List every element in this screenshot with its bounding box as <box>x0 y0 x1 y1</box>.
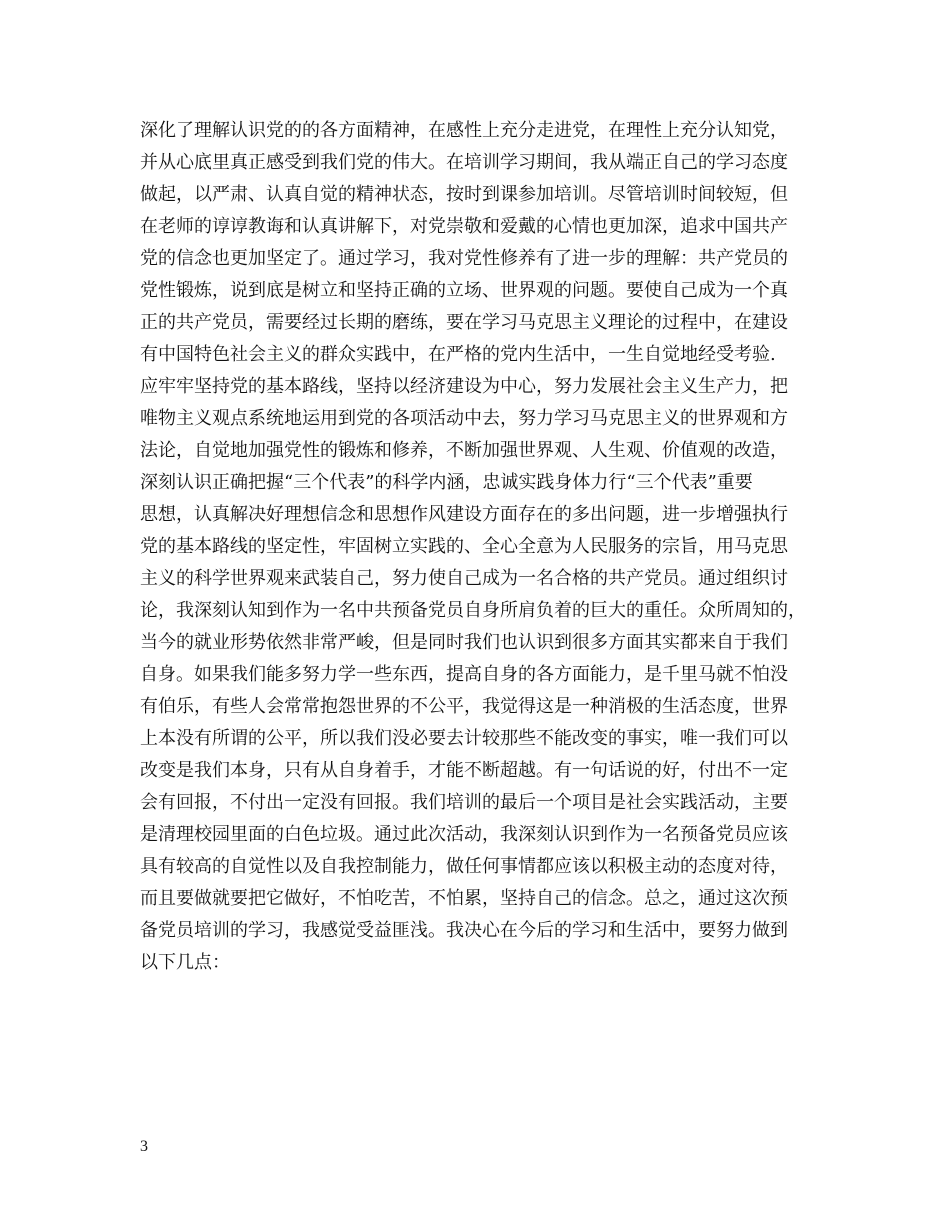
body-text <box>140 115 830 979</box>
text-line: 在老师的谆谆教诲和认真讲解下，对党崇敬和爱戴的心情也更加深，追求中国共产 <box>140 216 788 237</box>
text-line: 深化了理解认识党的的各方面精神，在感性上充分走进党，在理性上充分认知党， <box>140 120 788 141</box>
text-line: 正的共产党员，需要经过长期的磨练，要在学习马克思主义理论的过程中，在建设 <box>140 312 788 333</box>
text-line: 党的信念也更加坚定了。通过学习，我对党性修养有了进一步的理解：共产党员的 <box>140 248 788 269</box>
text-line: 有伯乐，有些人会常常抱怨世界的不公平，我觉得这是一种消极的生活态度，世界 <box>140 696 788 717</box>
text-line: 而且要做就要把它做好，不怕吃苦，不怕累，坚持自己的信念。总之，通过这次预 <box>140 888 788 909</box>
text-line: 改变是我们本身，只有从自身着手，才能不断超越。有一句话说的好，付出不一定 <box>140 760 788 781</box>
text-line: 思想，认真解决好理想信念和思想作风建设方面存在的多出问题，进一步增强执行 <box>140 504 788 525</box>
text-line: 论，我深刻认知到作为一名中共预备党员自身所肩负着的巨大的重任。众所周知的， <box>140 600 806 621</box>
text-line: 有中国特色社会主义的群众实践中，在严格的党内生活中，一生自觉地经受考验. <box>140 344 776 365</box>
text-line: 法论，自觉地加强党性的锻炼和修养，不断加强世界观、人生观、价值观的改造， <box>140 440 788 461</box>
page-number: 3 <box>140 1138 148 1155</box>
text-line: 具有较高的自觉性以及自我控制能力，做任何事情都应该以积极主动的态度对待， <box>140 856 788 877</box>
text-line: 做起，以严肃、认真自觉的精神状态，按时到课参加培训。尽管培训时间较短，但 <box>140 184 788 205</box>
text-line: 以下几点： <box>140 952 230 973</box>
text-line: 应牢牢坚持党的基本路线，坚持以经济建设为中心，努力发展社会主义生产力，把 <box>140 376 788 397</box>
text-line: 主义的科学世界观来武装自己，努力使自己成为一名合格的共产党员。通过组织讨 <box>140 568 788 589</box>
text-line: 深刻认识正确把握“三个代表”的科学内涵，忠诚实践身体力行“三个代表”重要 <box>140 472 753 493</box>
text-line: 自身。如果我们能多努力学一些东西，提高自身的各方面能力，是千里马就不怕没 <box>140 664 788 685</box>
text-line: 会有回报，不付出一定没有回报。我们培训的最后一个项目是社会实践活动，主要 <box>140 792 788 813</box>
text-line: 党性锻炼，说到底是树立和坚持正确的立场、世界观的问题。要使自己成为一个真 <box>140 280 788 301</box>
text-line: 是清理校园里面的白色垃圾。通过此次活动，我深刻认识到作为一名预备党员应该 <box>140 824 788 845</box>
text-line: 党的基本路线的坚定性，牢固树立实践的、全心全意为人民服务的宗旨，用马克思 <box>140 536 788 557</box>
text-line: 上本没有所谓的公平，所以我们没必要去计较那些不能改变的事实，唯一我们可以 <box>140 728 788 749</box>
text-line: 并从心底里真正感受到我们党的伟大。在培训学习期间，我从端正自己的学习态度 <box>140 152 788 173</box>
text-line: 备党员培训的学习，我感觉受益匪浅。我决心在今后的学习和生活中，要努力做到 <box>140 920 788 941</box>
text-line: 唯物主义观点系统地运用到党的各项活动中去，努力学习马克思主义的世界观和方 <box>140 408 788 429</box>
text-line: 当今的就业形势依然非常严峻，但是同时我们也认识到很多方面其实都来自于我们 <box>140 632 788 653</box>
